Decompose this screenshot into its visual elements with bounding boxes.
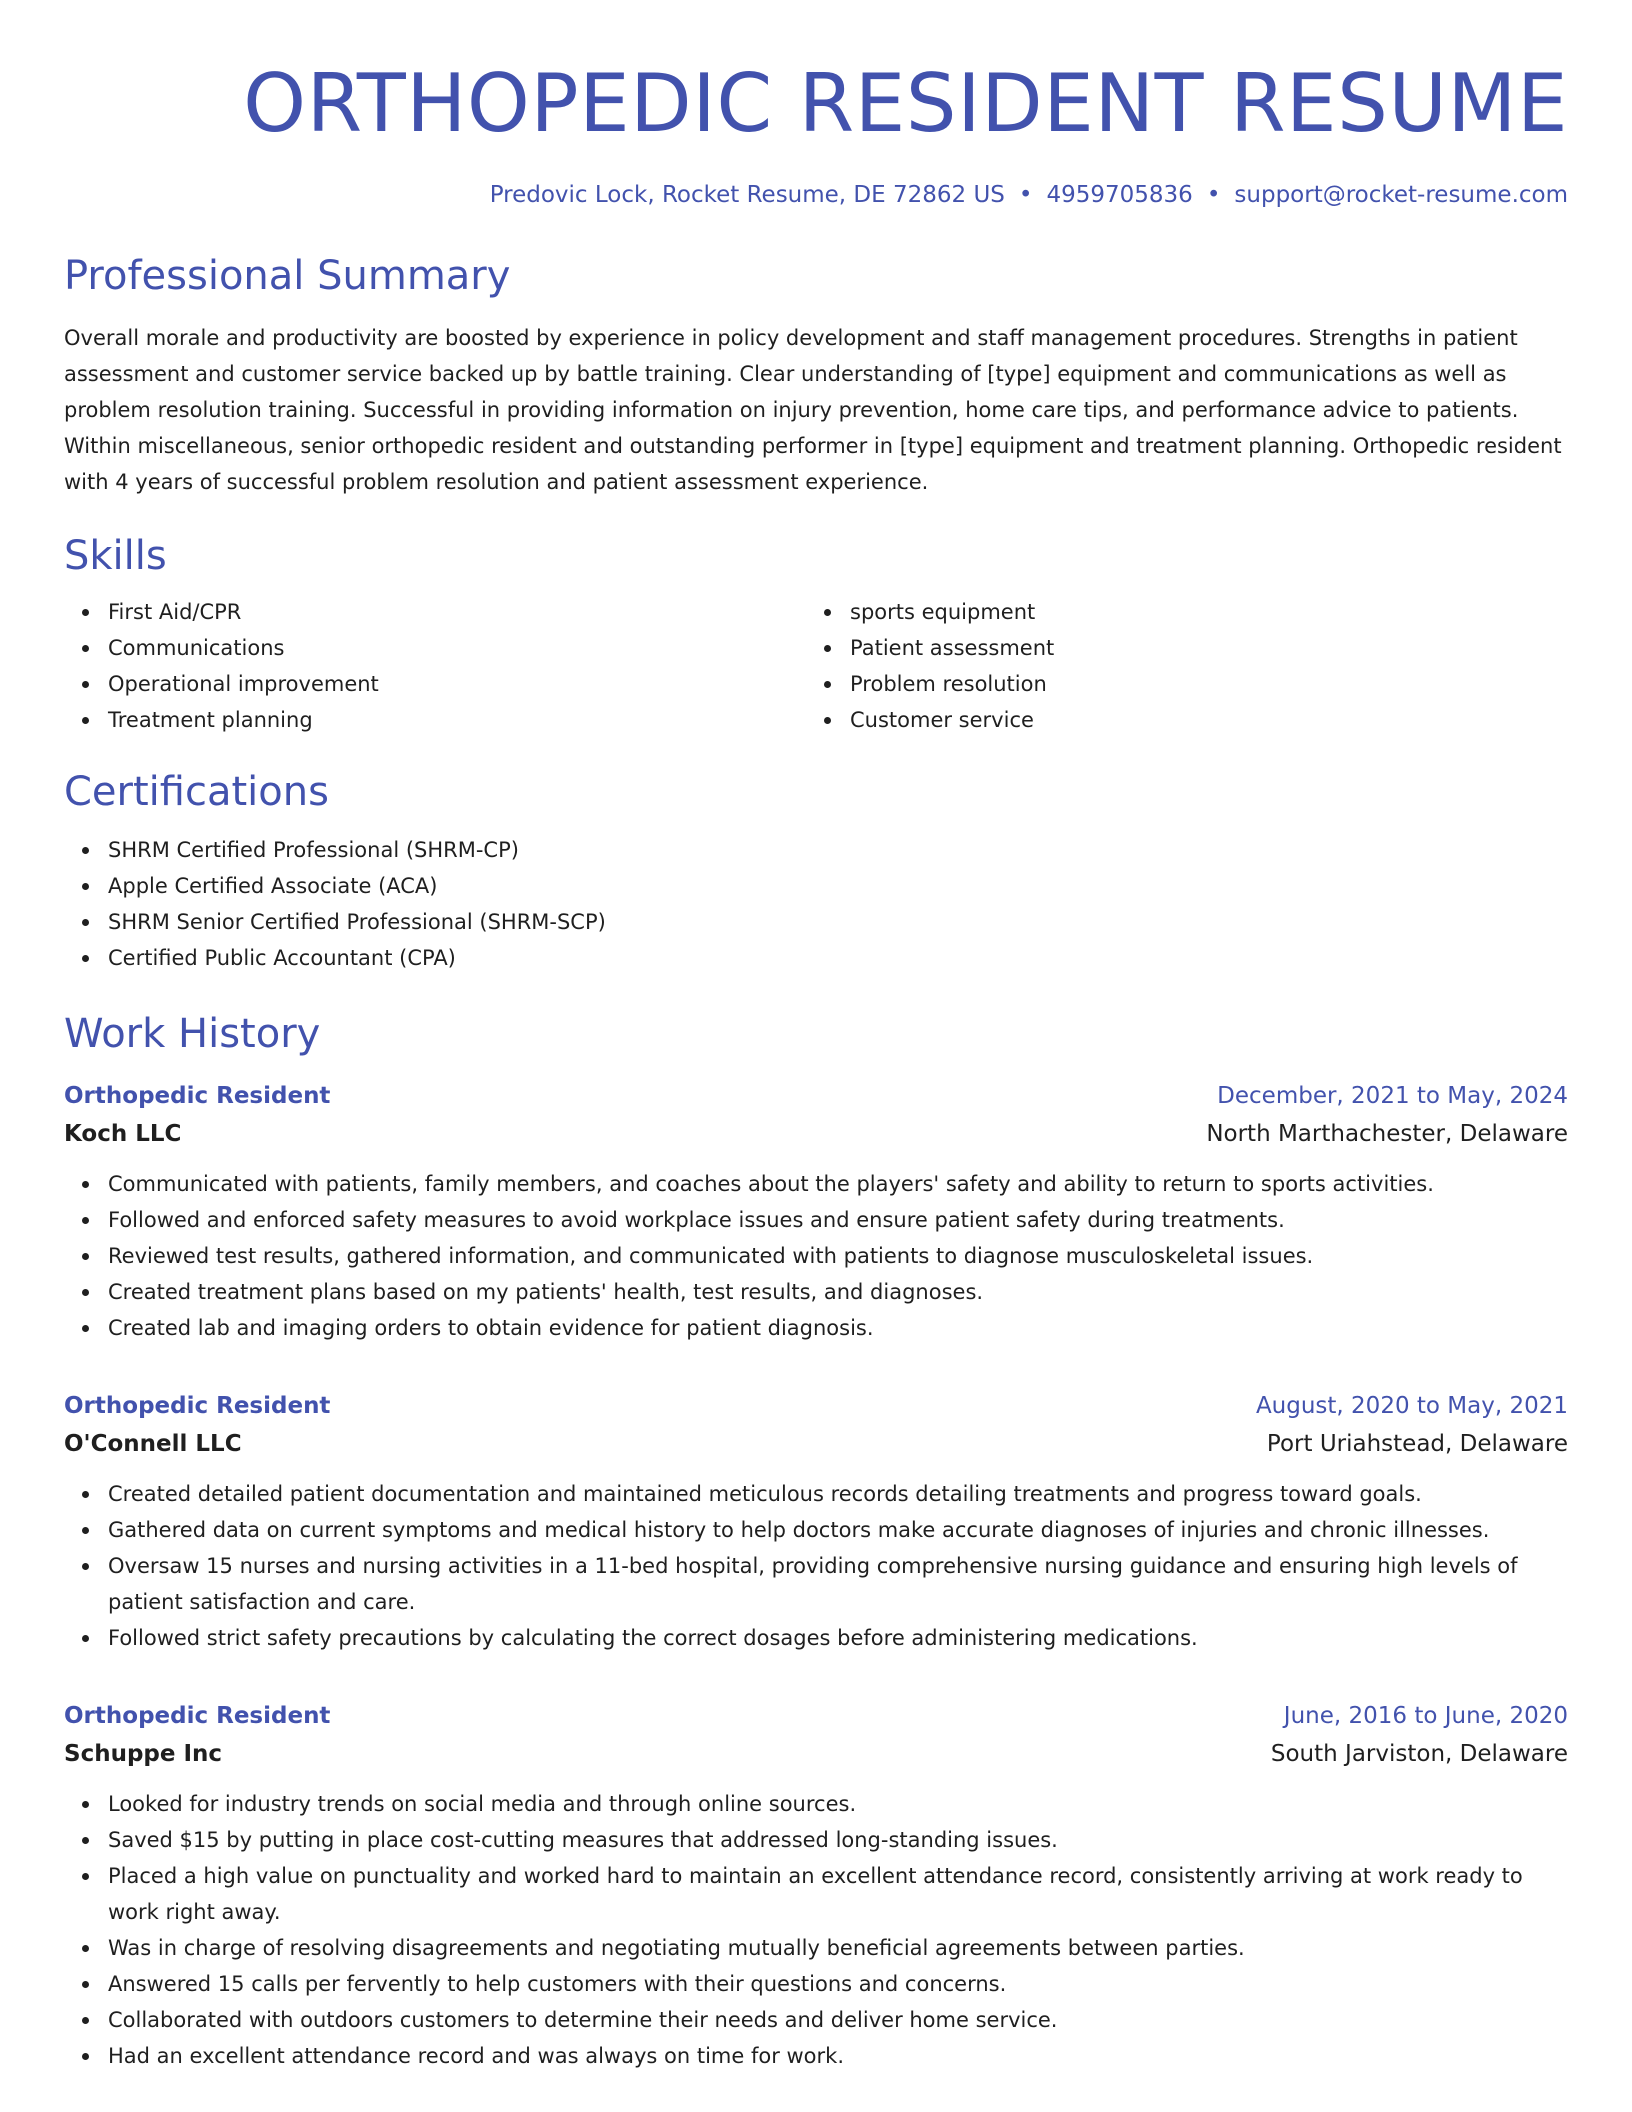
contact-line [64,178,1568,212]
job-bullet: Followed and enforced safety measures to avoid workplace issues and ensure patient safety during treatments. [108,1202,1568,1238]
job-bullet: Created lab and imaging orders to obtain evidence for patient diagnosis. [108,1310,1568,1346]
skills-list-right [806,594,1548,738]
job-bullet: Created treatment plans based on my patients' health, test results, and diagnoses. [108,1274,1568,1310]
skill-item: First Aid/CPR [108,594,806,630]
contact-email[interactable]: support@rocket-resume.com [1234,182,1568,208]
job-bullet: Reviewed test results, gathered information, and communicated with patients to diagnose musculoskeletal issues. [108,1238,1568,1274]
skill-item: sports equipment [850,594,1548,630]
job-bullet: Gathered data on current symptoms and medical history to help doctors make accurate diagnoses of injuries and chronic illnesses. [108,1512,1568,1548]
job-bullet: Placed a high value on punctuality and worked hard to maintain an excellent attendance record, consistently arriving at work ready to work right away. [108,1858,1568,1930]
certification-item: SHRM Certified Professional (SHRM-CP) [108,832,1568,868]
job-bullet: Answered 15 calls per fervently to help customers with their questions and concerns. [108,1966,1568,2002]
job-dates: June, 2016 to June, 2020 [1283,1703,1568,1729]
job-bullet: Was in charge of resolving disagreements and negotiating mutually beneficial agreements between parties. [108,1930,1568,1966]
job-company: Schuppe Inc [64,1741,223,1767]
job-header-row [64,1078,1568,1114]
work-history-heading: Work History [64,1011,321,1057]
skill-item: Treatment planning [108,702,806,738]
job-bullet: Oversaw 15 nurses and nursing activities in a 11-bed hospital, providing comprehensive nursing guidance and ensuring high levels of patient satisfaction and care. [108,1548,1568,1620]
summary-text: Overall morale and productivity are boosted by experience in policy development and staff management procedures. Strengths in patient assessment and customer service backed up by battle training. Clear understanding of [type] equipment and communications as well as problem resolution training. Successful in providing information on injury prevention, home care tips, and performance advice to patients. Within miscellaneous, senior orthopedic resident and outstanding performer in [type] equipment and treatment planning. Orthopedic resident with 4 years of successful problem resolution and patient assessment experience. [64,326,1562,494]
job-company-row [64,1114,1568,1154]
skill-item: Customer service [850,702,1548,738]
job-location: North Marthachester, Delaware [1206,1121,1568,1147]
job-bullets [64,1786,1568,2074]
summary-heading: Professional Summary [64,253,511,299]
job-role: Orthopedic Resident [64,1703,331,1729]
job-company-row [64,1424,1568,1464]
job-entry [64,1388,1568,1656]
job-entry [64,1078,1568,1346]
skills-grid [64,594,1568,738]
job-bullet: Looked for industry trends on social media and through online sources. [108,1786,1568,1822]
contact-address: Predovic Lock, Rocket Resume, DE 72862 US [489,182,1005,208]
job-dates: August, 2020 to May, 2021 [1255,1393,1568,1419]
certification-item: Apple Certified Associate (ACA) [108,868,1568,904]
skill-item: Operational improvement [108,666,806,702]
skill-item: Patient assessment [850,630,1548,666]
job-company: Koch LLC [64,1121,182,1147]
skill-item: Problem resolution [850,666,1548,702]
skills-heading: Skills [64,533,167,579]
contact-separator: • [1018,182,1033,208]
job-bullet: Followed strict safety precautions by calculating the correct dosages before administering medications. [108,1620,1568,1656]
certifications-list [64,832,1568,976]
job-location: Port Uriahstead, Delaware [1266,1431,1568,1457]
job-dates: December, 2021 to May, 2024 [1217,1083,1568,1109]
certification-item: Certified Public Accountant (CPA) [108,940,1568,976]
job-bullets [64,1166,1568,1346]
job-bullet: Communicated with patients, family members, and coaches about the players' safety and ability to return to sports activities. [108,1166,1568,1202]
page-title: ORTHOPEDIC RESIDENT RESUME [243,57,1568,150]
skills-list-left [64,594,806,738]
job-company: O'Connell LLC [64,1431,242,1457]
skill-item: Communications [108,630,806,666]
job-company-row [64,1734,1568,1774]
job-entry [64,1698,1568,2074]
job-bullet: Had an excellent attendance record and was always on time for work. [108,2038,1568,2074]
skills-column-right [806,594,1548,738]
job-role: Orthopedic Resident [64,1393,331,1419]
job-bullet: Collaborated with outdoors customers to determine their needs and deliver home service. [108,2002,1568,2038]
job-role: Orthopedic Resident [64,1083,331,1109]
skills-column-left [64,594,806,738]
job-location: South Jarviston, Delaware [1270,1741,1568,1767]
certification-item: SHRM Senior Certified Professional (SHRM-SCP) [108,904,1568,940]
job-bullet: Created detailed patient documentation and maintained meticulous records detailing treatments and progress toward goals. [108,1476,1568,1512]
job-header-row [64,1388,1568,1424]
job-header-row [64,1698,1568,1734]
job-bullets [64,1476,1568,1656]
contact-phone: 4959705836 [1046,182,1193,208]
certifications-heading: Certifications [64,769,329,815]
contact-separator: • [1206,182,1221,208]
job-bullet: Saved $15 by putting in place cost-cutting measures that addressed long-standing issues. [108,1822,1568,1858]
